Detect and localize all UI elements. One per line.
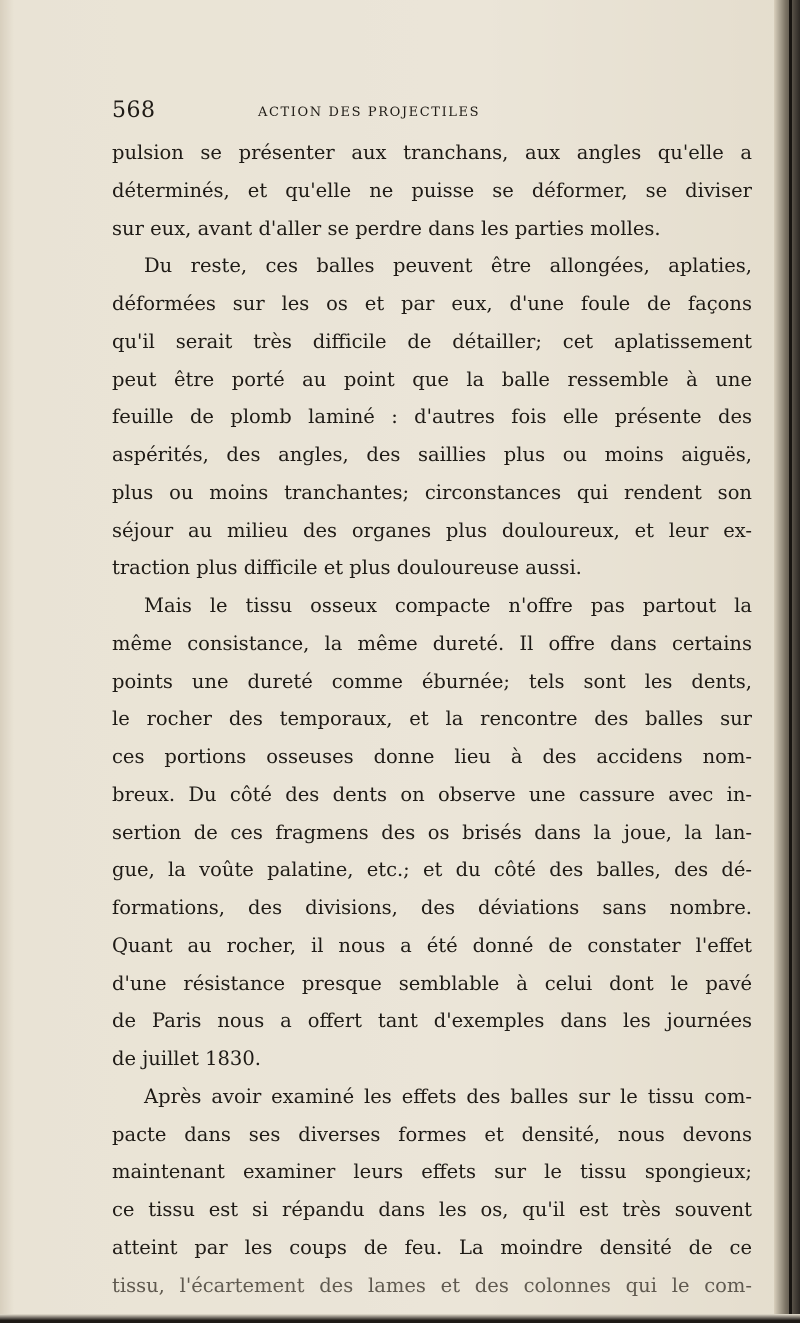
page-right-edge-line: [789, 0, 792, 1323]
text-line: Quant au rocher, il nous a été donné de constater l'effet: [112, 933, 752, 957]
text-line: le rocher des temporaux, et la rencontre des balles sur: [112, 707, 752, 731]
text-line: gue, la voûte palatine, etc.; et du côté des balles, des dé-: [112, 858, 752, 882]
text-line: atteint par les coups de feu. La moindre densité de ce: [112, 1235, 752, 1259]
text-line: de juillet 1830.: [112, 1047, 261, 1070]
text-line: de Paris nous a offert tant d'exemples dans les journées: [112, 1009, 752, 1033]
page-bottom-edge: [0, 1314, 800, 1323]
text-line: qu'il serait très difficile de détailler; cet aplatissement: [112, 329, 752, 353]
text-line: tissu, l'écartement des lames et des colonnes qui le com-: [112, 1273, 752, 1297]
body-text: [112, 134, 752, 1304]
text-line: feuille de plomb laminé : d'autres fois elle présente des: [112, 405, 752, 429]
text-line: points une dureté comme éburnée; tels sont les dents,: [112, 669, 752, 693]
text-line: sertion de ces fragmens des os brisés dans la joue, la lan-: [112, 820, 752, 844]
text-line: ces portions osseuses donne lieu à des accidens nom-: [112, 745, 752, 768]
text-line: pulsion se présenter aux tranchans, aux angles qu'elle a: [112, 141, 752, 164]
text-line: peut être porté au point que la balle ressemble à une: [112, 367, 752, 391]
text-line: breux. Du côté des dents on observe une cassure avec in-: [112, 782, 752, 806]
text-line: déterminés, et qu'elle ne puisse se déformer, se diviser: [112, 178, 752, 202]
text-line: formations, des divisions, des déviations sans nombre.: [112, 896, 752, 919]
page-number: 568: [112, 98, 156, 123]
text-line: aspérités, des angles, des saillies plus ou moins aiguës,: [112, 443, 752, 466]
text-line: d'une résistance presque semblable à celui dont le pavé: [112, 971, 752, 995]
text-line: traction plus difficile et plus douloureuse aussi.: [112, 556, 582, 580]
text-line: maintenant examiner leurs effets sur le tissu spongieux;: [112, 1160, 752, 1184]
page-gutter-shadow: [0, 0, 14, 1323]
text-line: Du reste, ces balles peuvent être allongées, aplaties,: [144, 254, 752, 278]
page-right-edge: [774, 0, 800, 1323]
text-line: plus ou moins tranchantes; circonstances qui rendent son: [112, 480, 752, 504]
text-line: pacte dans ses diverses formes et densité, nous devons: [112, 1122, 752, 1146]
text-line: ce tissu est si répandu dans les os, qu'il est très souvent: [112, 1198, 752, 1221]
text-line: séjour au milieu des organes plus douloureux, et leur ex-: [112, 518, 752, 542]
text-line: même consistance, la même dureté. Il offre dans certains: [112, 631, 752, 655]
page-header: [112, 98, 752, 128]
running-head: ACTION DES PROJECTILES: [258, 105, 481, 120]
text-line: Mais le tissu osseux compacte n'offre pas partout la: [144, 594, 752, 617]
text-line: déformées sur les os et par eux, d'une foule de façons: [112, 292, 752, 315]
text-line: Après avoir examiné les effets des balles sur le tissu com-: [144, 1084, 752, 1108]
text-line: sur eux, avant d'aller se perdre dans les parties molles.: [112, 216, 661, 240]
